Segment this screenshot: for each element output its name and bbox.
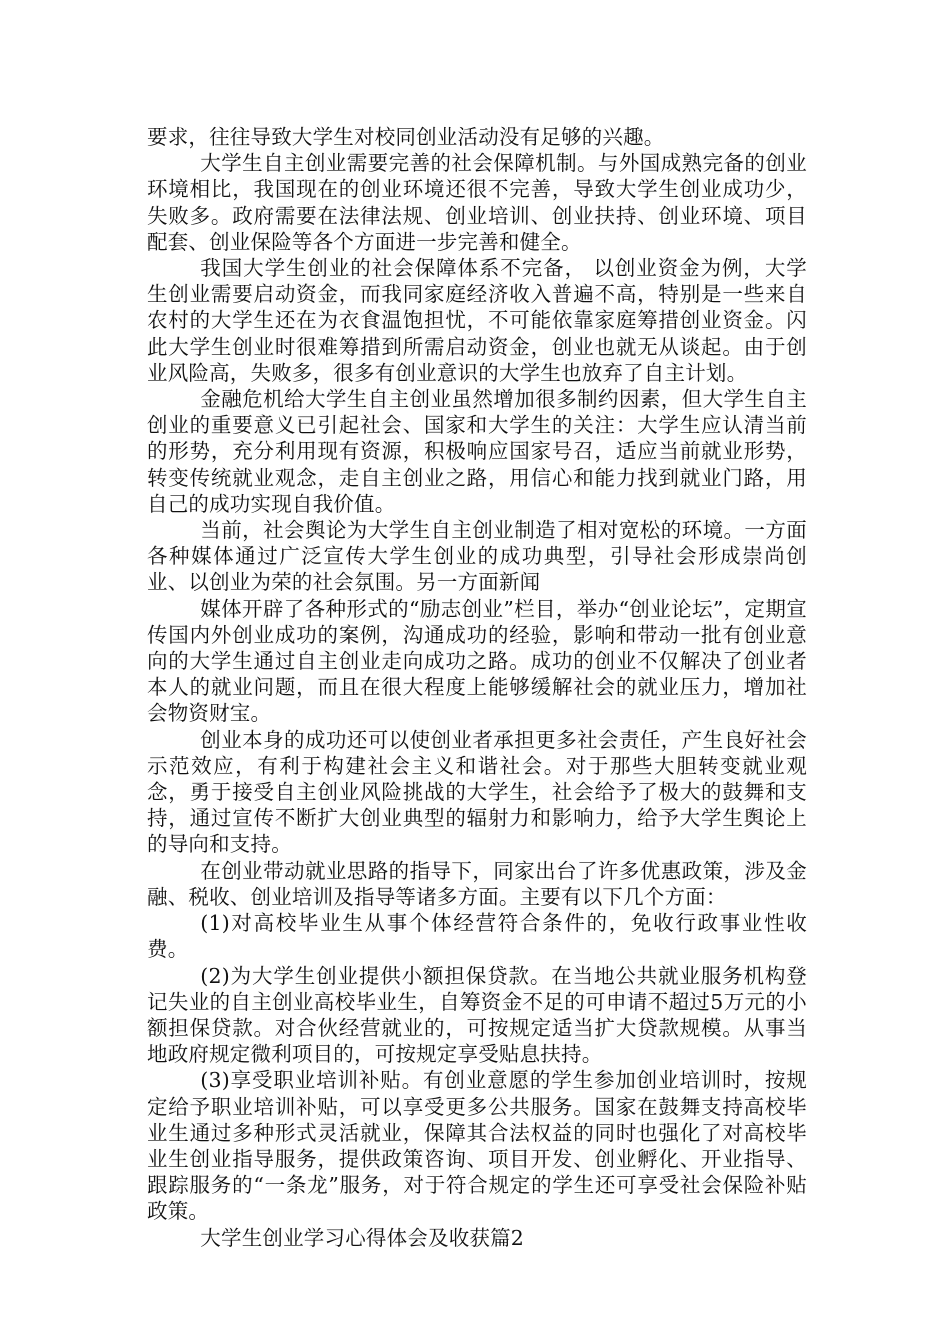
paragraph-continuation: 要求，往往导致大学生对校同创业活动没有足够的兴趣。 bbox=[147, 125, 665, 149]
policy-item-3: (3)享受职业培训补贴。有创业意愿的学生参加创业培训时，按规定给予职业培训补贴，可以享受更多公共服务。国家在鼓舞支持高校毕业生通过多种形式灵活就业，保障其合法权益的同时也强化了对高校毕业生创业指导服务，提供政策咨询、项目开发、创业孵化、开业指导、跟踪服务的“一条龙”服务，对于符合规定的学生还可享受社会保险补贴政策。 bbox=[147, 1068, 807, 1224]
paragraph-financial-crisis: 金融危机给大学生自主创业虽然增加很多制约因素，但大学生自主创业的重要意义已引起社会、国家和大学生的关注：大学生应认清当前的形势，充分利用现有资源，积极响应国家号召，适应当前就业形势，转变传统就业观念，走自主创业之路，用信心和能力找到就业门路，用自己的成功实现自我价值。 bbox=[147, 387, 807, 516]
paragraph-social-responsibility: 创业本身的成功还可以使创业者承担更多社会责任，产生良好社会示范效应，有利于构建社会主义和谐社会。对于那些大胆转变就业观念，勇于接受自主创业风险挑战的大学生，社会给予了极大的鼓舞和支持，通过宣传不断扩大创业典型的辐射力和影响力，给予大学生舆论上的导向和支持。 bbox=[147, 727, 807, 857]
paragraph-public-opinion: 当前，社会舆论为大学生自主创业制造了相对宽松的环境。一方面各种媒体通过广泛宣传大学生创业的成功典型，引导社会形成崇尚创业、以创业为荣的社会氛围。另一方面新闻 bbox=[147, 518, 807, 595]
paragraph-policy-intro: 在创业带动就业思路的指导下，同家出台了许多优惠政策，涉及金融、税收、创业培训及指导等诸多方面。主要有以下几个方面： bbox=[147, 858, 807, 909]
paragraph-media: 媒体开辟了各种形式的“励志创业”栏目，举办“创业论坛”，定期宣传国内外创业成功的案例，沟通成功的经验，影响和带动一批有创业意向的大学生通过自主创业走向成功之路。成功的创业不仅解决了创业者本人的就业问题，而且在很大程度上能够缓解社会的就业压力，增加社会物资财宝。 bbox=[147, 596, 807, 726]
paragraph-funding-problem: 我国大学生创业的社会保障体系不完备， 以创业资金为例，大学生创业需要启动资金，而我同家庭经济收入普遍不高，特别是一些来自农村的大学生还在为衣食温饱担忧，不可能依靠家庭筹措创业资金。闪此大学生创业时很难筹措到所需启动资金，创业也就无从谈起。由于创业风险高，失败多，很多有创业意识的大学生也放弃了自主计划。 bbox=[147, 256, 807, 385]
policy-item-1: (1)对高校毕业生从事个体经营符合条件的，免收行政事业性收费。 bbox=[147, 911, 807, 962]
section-heading: 大学生创业学习心得体会及收获篇2 bbox=[200, 1225, 525, 1250]
paragraph-social-security-mechanism: 大学生自主创业需要完善的社会保障机制。与外国成熟完备的创业环境相比，我国现在的创业环境还很不完善，导致大学生创业成功少，失败多。政府需要在法律法规、创业培训、创业扶持、创业环境、项目配套、创业保险等各个方面进一步完善和健全。 bbox=[147, 151, 807, 254]
document-body bbox=[147, 124, 807, 1251]
policy-item-2: (2)为大学生创业提供小额担保贷款。在当地公共就业服务机构登记失业的自主创业高校毕业生，自筹资金不足的可申请不超过5万元的小额担保贷款。对合伙经营就业的，可按规定适当扩大贷款规模。从事当地政府规定微利项目的，可按规定享受贴息扶持。 bbox=[147, 963, 807, 1067]
